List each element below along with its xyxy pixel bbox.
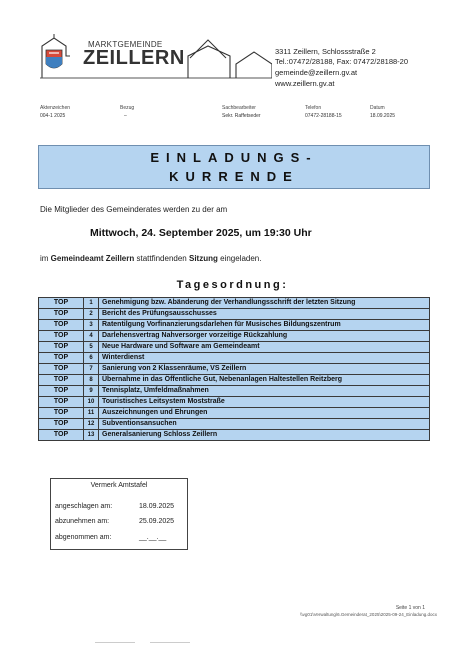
place-middle: stattfindenden <box>134 254 189 263</box>
agenda-item-text: Genehmigung bzw. Abänderung der Verhandlungsschrift der letzten Sitzung <box>99 298 430 309</box>
agenda-row <box>39 353 430 364</box>
footer-divider-right <box>150 642 190 643</box>
posting-value-remove: 25.09.2025 <box>139 518 175 525</box>
posting-value-removed: __.__.__ <box>139 534 167 541</box>
agenda-item-number: 7 <box>84 364 99 375</box>
banner-title-line2: KURRENDE <box>169 169 299 184</box>
agenda-item-text: Subventionsansuchen <box>99 419 430 430</box>
agenda-item-number: 13 <box>84 430 99 441</box>
agenda-row <box>39 430 430 441</box>
agenda-top-label: TOP <box>39 408 84 419</box>
agenda-top-label: TOP <box>39 342 84 353</box>
agenda-item-text: Generalsanierung Schloss Zeillern <box>99 430 430 441</box>
address-phone: Tel.:07472/28188, Fax: 07472/28188-20 <box>275 57 409 66</box>
ref-label-sachbearbeiter: Sachbearbeiter <box>222 105 256 111</box>
agenda-item-text: Bericht des Prüfungsausschusses <box>99 309 430 320</box>
agenda-row <box>39 298 430 309</box>
agenda-item-number: 8 <box>84 375 99 386</box>
agenda-item-number: 4 <box>84 331 99 342</box>
place-venue: Gemeindeamt Zeillern <box>50 254 135 263</box>
agenda-item-number: 6 <box>84 353 99 364</box>
ref-value-datum: 18.09.2025 <box>370 113 396 119</box>
ref-label-datum: Datum <box>370 105 385 111</box>
agenda-item-text: Touristisches Leitsystem Moststraße <box>99 397 430 408</box>
agenda-item-text: Ratentilgung Vorfinanzierungsdarlehen für Musisches Bildungszentrum <box>99 320 430 331</box>
place-suffix: eingeladen. <box>217 254 262 263</box>
agenda-item-text: Übernahme in das Öffentliche Gut, Nebenanlagen Haltestellen Reitzberg <box>99 375 430 386</box>
place-prefix: im <box>40 254 51 263</box>
agenda-title: Tagesordnung: <box>176 279 289 291</box>
agenda-item-number: 9 <box>84 386 99 397</box>
posting-notice-box <box>50 478 188 550</box>
agenda-top-label: TOP <box>39 320 84 331</box>
logo-title: ZEILLERN <box>83 47 185 69</box>
address-email[interactable]: gemeinde@zeillern.gv.at <box>275 68 358 77</box>
agenda-item-number: 1 <box>84 298 99 309</box>
page-number: Seite 1 von 1 <box>395 605 425 611</box>
agenda-top-label: TOP <box>39 298 84 309</box>
agenda-item-number: 5 <box>84 342 99 353</box>
agenda-row <box>39 386 430 397</box>
agenda-item-number: 11 <box>84 408 99 419</box>
ref-label-telefon: Telefon <box>305 105 322 111</box>
ref-label-aktenzeichen: Aktenzeichen <box>40 105 71 111</box>
agenda-top-label: TOP <box>39 353 84 364</box>
agenda-row <box>39 331 430 342</box>
agenda-row <box>39 309 430 320</box>
place-session: Sitzung <box>188 254 218 263</box>
agenda-row <box>39 375 430 386</box>
agenda-top-label: TOP <box>39 397 84 408</box>
agenda-row <box>39 320 430 331</box>
agenda-item-number: 12 <box>84 419 99 430</box>
agenda-top-label: TOP <box>39 309 84 320</box>
posting-box-title: Vermerk Amtstafel <box>90 482 148 489</box>
posting-label-remove: abzunehmen am: <box>55 518 110 525</box>
agenda-top-label: TOP <box>39 419 84 430</box>
ref-label-bezug: Bezug <box>120 105 135 111</box>
agenda-item-number: 3 <box>84 320 99 331</box>
agenda-row <box>39 342 430 353</box>
logo-subtitle: MARKTGEMEINDE <box>88 40 163 49</box>
banner-title-line1: EINLADUNGS- <box>150 150 318 165</box>
posting-label-posted: angeschlagen am: <box>55 503 113 510</box>
title-banner <box>38 145 430 189</box>
footer-divider-left <box>95 642 135 643</box>
agenda-table <box>38 297 430 441</box>
file-path: \\vg01\Verwaltung\6.Gemeinderat_2025\2025-09-24_Einladung.docx <box>300 612 437 617</box>
agenda-top-label: TOP <box>39 386 84 397</box>
agenda-row <box>39 419 430 430</box>
agenda-item-number: 2 <box>84 309 99 320</box>
agenda-item-text: Auszeichnungen und Ehrungen <box>99 408 430 419</box>
agenda-item-text: Neue Hardware und Software am Gemeindeamt <box>99 342 430 353</box>
ref-value-telefon: 07472-28188-15 <box>305 113 342 119</box>
address-street: 3311 Zeillern, Schlossstraße 2 <box>275 47 376 56</box>
agenda-item-number: 10 <box>84 397 99 408</box>
agenda-top-label: TOP <box>39 364 84 375</box>
agenda-row <box>39 408 430 419</box>
agenda-item-text: Sanierung von 2 Klassenräume, VS Zeillern <box>99 364 430 375</box>
agenda-item-text: Tennisplatz, Umfeldmaßnahmen <box>99 386 430 397</box>
intro-text: Die Mitglieder des Gemeinderates werden zu der am <box>40 205 228 214</box>
agenda-top-label: TOP <box>39 331 84 342</box>
agenda-top-label: TOP <box>39 375 84 386</box>
posting-value-posted: 18.09.2025 <box>139 503 175 510</box>
agenda-row <box>39 397 430 408</box>
agenda-top-label: TOP <box>39 430 84 441</box>
meeting-datetime: Mittwoch, 24. September 2025, um 19:30 Uhr <box>90 227 312 239</box>
ref-value-aktenzeichen: 004-1 2025 <box>40 113 66 119</box>
ref-value-bezug: – <box>124 113 127 119</box>
ref-value-sachbearbeiter: Sekr. Raffetseder <box>222 113 261 119</box>
address-website[interactable]: www.zeillern.gv.at <box>275 79 335 88</box>
agenda-item-text: Darlehensvertrag Nahversorger vorzeitige Rückzahlung <box>99 331 430 342</box>
meeting-place <box>40 254 261 263</box>
agenda-item-text: Winterdienst <box>99 353 430 364</box>
posting-label-removed: abgenommen am: <box>55 534 112 541</box>
agenda-row <box>39 364 430 375</box>
